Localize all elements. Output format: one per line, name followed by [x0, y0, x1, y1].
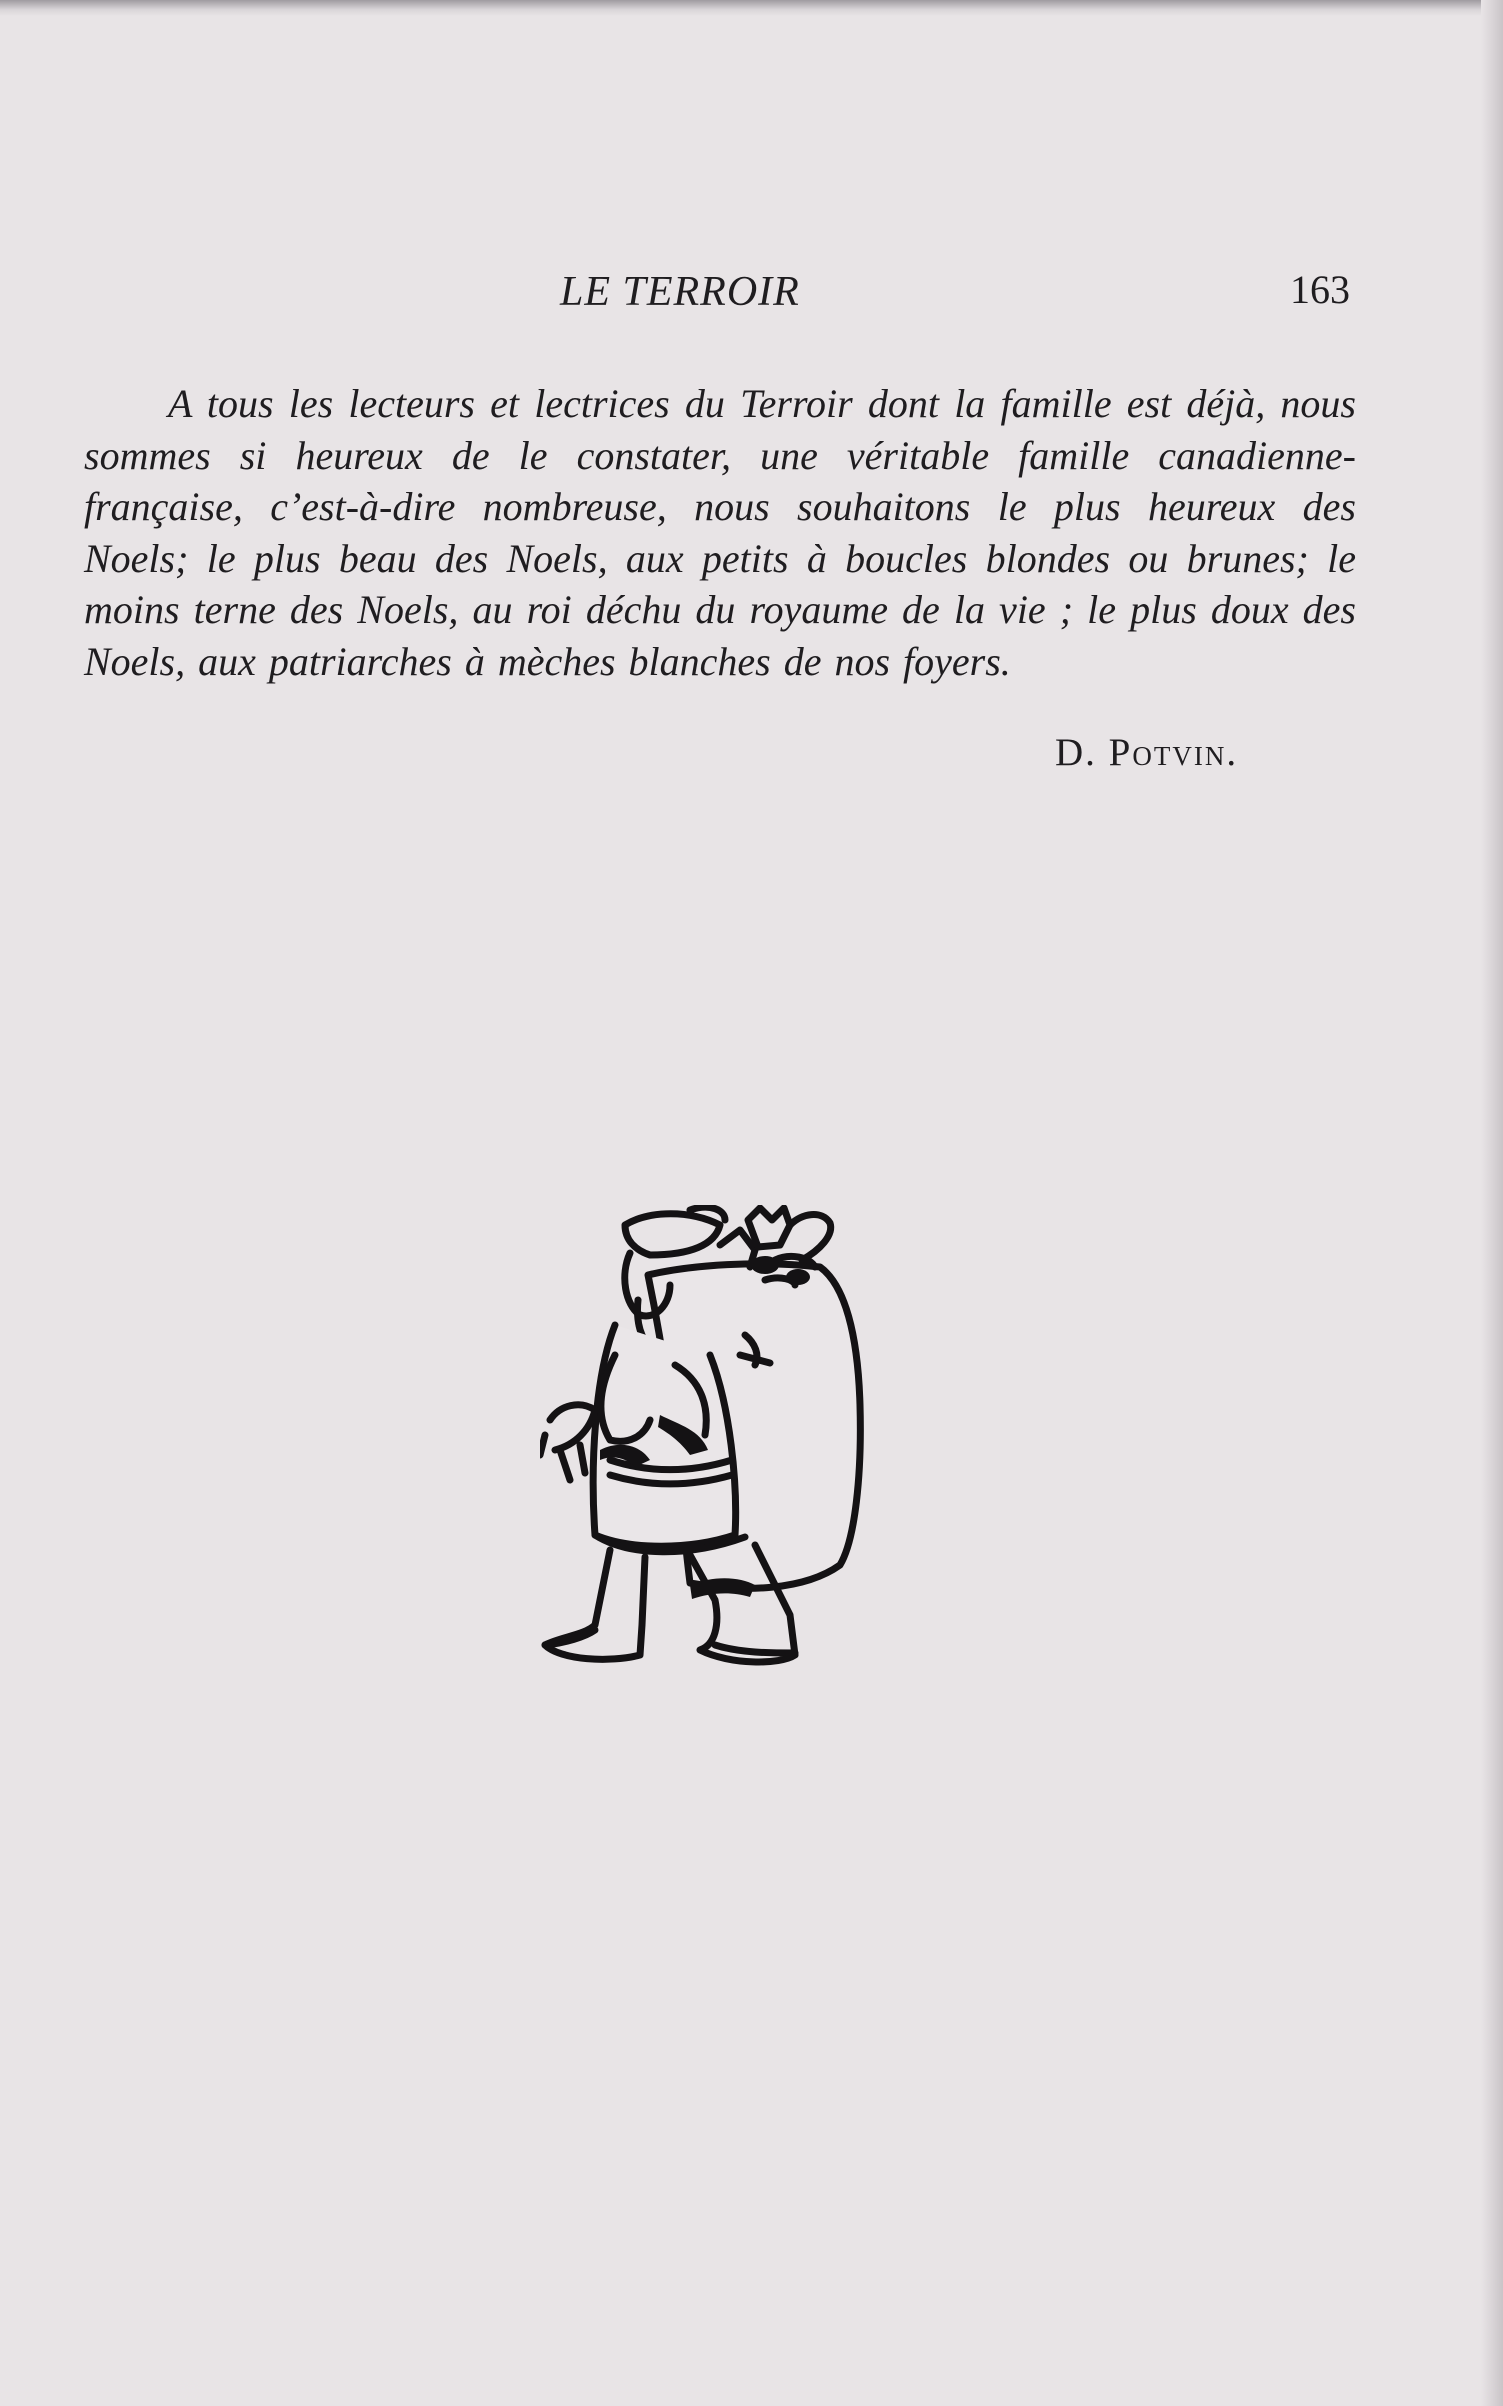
running-title: LE TERROIR [560, 269, 800, 315]
page-number: 163 [1290, 267, 1350, 312]
author-signature: D. Potvin. [1055, 731, 1239, 774]
christmas-greeting-paragraph: A tous les lecteurs et lectrices du Terroir dont la famille est déjà, nous sommes si heureux de le constater, une véritable famille canadienne-française, c’est-à-dire nombreuse, nous souhaitons le plus heureux des Noels; le plus beau des Noels, aux petits à boucles blondes ou brunes; le moins terne des Noels, au roi déchu du royaume de la vie ; le plus doux des Noels, aux patriarches à mèches blanches de nos foyers. [84, 381, 1356, 684]
santa-with-sack-icon [540, 1205, 930, 1715]
